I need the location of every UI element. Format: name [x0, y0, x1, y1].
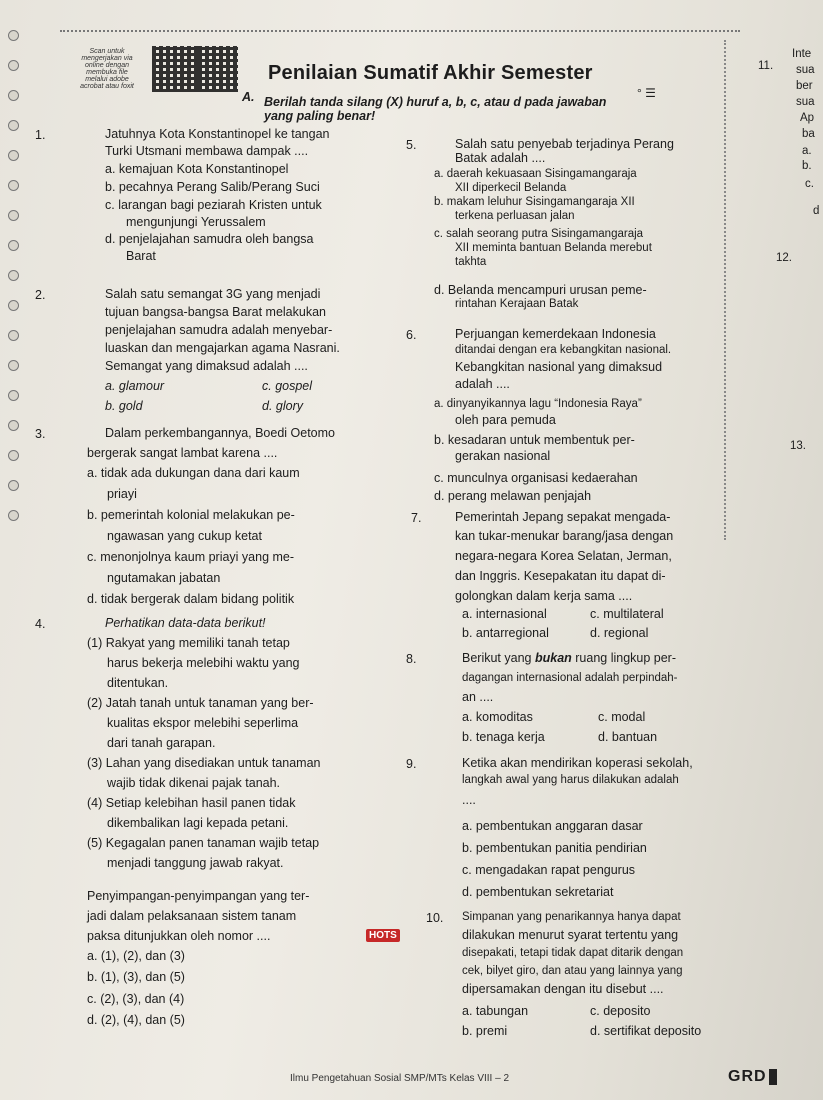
- page-title: Penilaian Sumatif Akhir Semester: [268, 62, 593, 84]
- q10-text: cek, bilyet giro, dan atau yang lainnya yang: [462, 965, 683, 977]
- next-page-text: ba: [802, 128, 815, 140]
- q9-option-b[interactable]: b. pembentukan panitia pendirian: [462, 841, 647, 855]
- q3-text: bergerak sangat lambat karena ....: [87, 446, 278, 460]
- qr-code-icon-2[interactable]: [198, 46, 238, 92]
- q2-number: 2.: [35, 288, 46, 302]
- q6-text: Kebangkitan nasional yang dimaksud: [455, 360, 663, 374]
- footer-book-title: Ilmu Pengetahuan Sosial SMP/MTs Kelas VIII – 2: [290, 1073, 509, 1084]
- q4-item: (2) Jatah tanah untuk tanaman yang ber-: [87, 696, 314, 710]
- q4-item: wajib tidak dikenai pajak tanah.: [107, 776, 281, 790]
- q6-option-a-cont: oleh para pemuda: [455, 413, 556, 427]
- q4-intro: Perhatikan data-data berikut!: [105, 616, 266, 630]
- q6-option-c[interactable]: c. munculnya organisasi kedaerahan: [434, 471, 638, 485]
- q1-option-c-cont: mengunjungi Yerussalem: [126, 215, 266, 229]
- q9-option-c[interactable]: c. mengadakan rapat pengurus: [462, 863, 636, 877]
- next-page-option: d: [813, 205, 820, 217]
- q1-option-b[interactable]: b. pecahnya Perang Salib/Perang Suci: [105, 180, 320, 194]
- q6-option-a[interactable]: a. dinyanyikannya lagu “Indonesia Raya”: [434, 398, 642, 410]
- q10-option-a[interactable]: a. tabungan: [462, 1004, 529, 1018]
- q2-text: Salah satu semangat 3G yang menjadi: [105, 287, 321, 301]
- q4-item: ditentukan.: [107, 676, 169, 690]
- q5-option-b-cont: terkena perluasan jalan: [455, 210, 575, 222]
- q7-option-d[interactable]: d. regional: [590, 626, 649, 640]
- q8-number: 8.: [406, 652, 417, 666]
- q2-text: luaskan dan mengajarkan agama Nasrani.: [105, 341, 340, 355]
- next-page-text: Inte: [792, 48, 812, 60]
- q10-option-d[interactable]: d. sertifikat deposito: [590, 1024, 702, 1038]
- q10-option-c[interactable]: c. deposito: [590, 1004, 651, 1018]
- next-page-q11: 11.: [758, 60, 774, 72]
- binding-line: [60, 30, 740, 32]
- q4-item: kualitas ekspor melebihi seperlima: [107, 716, 299, 730]
- q5-option-c-cont: XII meminta bantuan Belanda merebut: [455, 242, 652, 254]
- q4-number: 4.: [35, 617, 46, 631]
- q4-item: (1) Rakyat yang memiliki tanah tetap: [87, 636, 290, 650]
- next-page-text: sua: [796, 96, 815, 108]
- q8-option-a[interactable]: a. komoditas: [462, 710, 533, 724]
- q5-option-c-cont: takhta: [455, 256, 487, 268]
- q6-number: 6.: [406, 328, 417, 342]
- section-label: A.: [242, 90, 255, 104]
- q6-option-b-cont: gerakan nasional: [455, 449, 551, 463]
- q9-option-a[interactable]: a. pembentukan anggaran dasar: [462, 819, 643, 833]
- q1-number: 1.: [35, 128, 46, 142]
- q5-option-a-cont: XII diperkecil Belanda: [455, 182, 567, 194]
- q3-option-b-cont: ngawasan yang cukup ketat: [107, 529, 262, 543]
- brand-logo: GRD: [728, 1068, 777, 1086]
- q5-option-a[interactable]: a. daerah kekuasaan Sisingamangaraja: [434, 168, 637, 180]
- next-page-text: Ap: [800, 112, 815, 124]
- q4-item: dari tanah garapan.: [107, 736, 216, 750]
- q10-text: dilakukan menurut syarat tertentu yang: [462, 928, 679, 942]
- q4-question: Penyimpangan-penyimpangan yang ter-: [87, 889, 310, 903]
- q4-item: dikembalikan lagi kepada petani.: [107, 816, 289, 830]
- next-page-option: a.: [802, 145, 812, 157]
- q1-text: Jatuhnya Kota Konstantinopel ke tangan: [105, 127, 330, 141]
- q2-option-a[interactable]: a. glamour: [105, 379, 165, 393]
- q4-option-d[interactable]: d. (2), (4), dan (5): [87, 1013, 185, 1027]
- q4-item: (4) Setiap kelebihan hasil panen tidak: [87, 796, 296, 810]
- q8-text: an ....: [462, 690, 494, 704]
- q5-text: Batak adalah ....: [455, 151, 546, 165]
- q2-text: Semangat yang dimaksud adalah ....: [105, 359, 308, 373]
- q7-text: kan tukar-menukar barang/jasa dengan: [455, 529, 674, 543]
- q10-option-b[interactable]: b. premi: [462, 1024, 508, 1038]
- q3-option-c[interactable]: c. menonjolnya kaum priayi yang me-: [87, 550, 295, 564]
- next-page-text: sua: [796, 64, 815, 76]
- q8-text: dagangan internasional adalah perpindah-: [462, 672, 678, 684]
- q4-item: harus bekerja melebihi waktu yang: [107, 656, 300, 670]
- instruction-line-2: yang paling benar!: [264, 109, 376, 123]
- next-page-option: c.: [805, 178, 814, 190]
- q2-text: tujuan bangsa-bangsa Barat melakukan: [105, 305, 326, 319]
- q5-option-d-cont: rintahan Kerajaan Batak: [455, 298, 579, 310]
- q4-option-b[interactable]: b. (1), (3), dan (5): [87, 970, 185, 984]
- q5-option-b[interactable]: b. makam leluhur Sisingamangaraja XII: [434, 196, 635, 208]
- q2-text: penjelajahan samudra adalah menyebar-: [105, 323, 333, 337]
- q6-option-d[interactable]: d. perang melawan penjajah: [434, 489, 592, 503]
- q7-text: Pemerintah Jepang sepakat mengada-: [455, 510, 671, 524]
- q4-option-a[interactable]: a. (1), (2), dan (3): [87, 949, 185, 963]
- q8-option-d[interactable]: d. bantuan: [598, 730, 658, 744]
- q3-option-d[interactable]: d. tidak bergerak dalam bidang politik: [87, 592, 295, 606]
- q6-text: Perjuangan kemerdekaan Indonesia: [455, 327, 656, 341]
- q1-option-c[interactable]: c. larangan bagi peziarah Kristen untuk: [105, 198, 322, 212]
- q9-text: langkah awal yang harus dilakukan adalah: [462, 774, 679, 786]
- next-page-option: b.: [802, 160, 812, 172]
- qr-code-icon[interactable]: [152, 46, 198, 92]
- q3-text: Dalam perkembangannya, Boedi Oetomo: [105, 426, 335, 440]
- q7-option-c[interactable]: c. multilateral: [590, 607, 664, 621]
- q2-option-d[interactable]: d. glory: [262, 399, 303, 413]
- hots-badge: HOTS: [366, 929, 400, 942]
- q3-option-b[interactable]: b. pemerintah kolonial melakukan pe-: [87, 508, 295, 522]
- q10-text: disepakati, tetapi tidak dapat ditarik dengan: [462, 947, 684, 959]
- q2-option-c[interactable]: c. gospel: [262, 379, 313, 393]
- q4-item: (5) Kegagalan panen tanaman wajib tetap: [87, 836, 320, 850]
- q9-text: ....: [462, 793, 476, 807]
- q10-text: dipersamakan dengan itu disebut ....: [462, 982, 664, 996]
- q5-text: Salah satu penyebab terjadinya Perang: [455, 137, 674, 151]
- q1-option-d[interactable]: d. penjelajahan samudra oleh bangsa: [105, 232, 314, 246]
- q3-option-a[interactable]: a. tidak ada dukungan dana dari kaum: [87, 466, 300, 480]
- q9-option-d[interactable]: d. pembentukan sekretariat: [462, 885, 614, 899]
- q3-option-c-cont: ngutamakan jabatan: [107, 571, 221, 585]
- next-page-q12: 12.: [776, 252, 792, 264]
- q9-number: 9.: [406, 757, 417, 771]
- q4-question: jadi dalam pelaksanaan sistem tanam: [87, 909, 297, 923]
- q7-text: golongkan dalam kerja sama ....: [455, 589, 633, 603]
- q7-option-a[interactable]: a. internasional: [462, 607, 547, 621]
- q4-item: menjadi tanggung jawab rakyat.: [107, 856, 284, 870]
- binding-holes: [0, 20, 40, 540]
- next-page-q13: 13.: [790, 440, 806, 452]
- q8-option-c[interactable]: c. modal: [598, 710, 646, 724]
- q7-text: dan Inggris. Kesepakatan itu dapat di-: [455, 569, 666, 583]
- q7-text: negara-negara Korea Selatan, Jerman,: [455, 549, 672, 563]
- q3-number: 3.: [35, 427, 46, 441]
- scan-instructions: Scan untuk mengerjakan via online dengan membuka file melalui adobe acrobat atau foxit: [80, 48, 134, 90]
- q4-option-c[interactable]: c. (2), (3), dan (4): [87, 992, 185, 1006]
- q8-text: Berikut yang bukan ruang lingkup per-: [462, 651, 677, 665]
- q7-option-b[interactable]: b. antarregional: [462, 626, 549, 640]
- decor-icon: ° ☰: [637, 86, 656, 100]
- q9-text: Ketika akan mendirikan koperasi sekolah,: [462, 756, 693, 770]
- q10-number: 10.: [426, 911, 444, 925]
- q6-option-b[interactable]: b. kesadaran untuk membentuk per-: [434, 433, 635, 447]
- q5-option-d[interactable]: d. Belanda mencampuri urusan peme-: [434, 283, 647, 297]
- q1-text: Turki Utsmani membawa dampak ....: [105, 144, 309, 158]
- q5-option-c[interactable]: c. salah seorang putra Sisingamangaraja: [434, 228, 644, 240]
- q8-option-b[interactable]: b. tenaga kerja: [462, 730, 545, 744]
- q6-text: ditandai dengan era kebangkitan nasional.: [455, 344, 672, 356]
- q4-question: paksa ditunjukkan oleh nomor ....: [87, 929, 271, 943]
- q5-number: 5.: [406, 138, 417, 152]
- q1-option-a[interactable]: a. kemajuan Kota Konstantinopel: [105, 162, 289, 176]
- next-page-text: ber: [796, 80, 813, 92]
- page-spine: [724, 40, 746, 540]
- q10-text: Simpanan yang penarikannya hanya dapat: [462, 911, 681, 923]
- q3-option-a-cont: priayi: [107, 487, 137, 501]
- q7-number: 7.: [411, 511, 422, 525]
- q4-item: (3) Lahan yang disediakan untuk tanaman: [87, 756, 321, 770]
- q2-option-b[interactable]: b. gold: [105, 399, 143, 413]
- q1-option-d-cont: Barat: [126, 249, 156, 263]
- q6-text: adalah ....: [455, 377, 510, 391]
- instruction-line-1: Berilah tanda silang (X) huruf a, b, c, atau d pada jawaban: [264, 95, 607, 109]
